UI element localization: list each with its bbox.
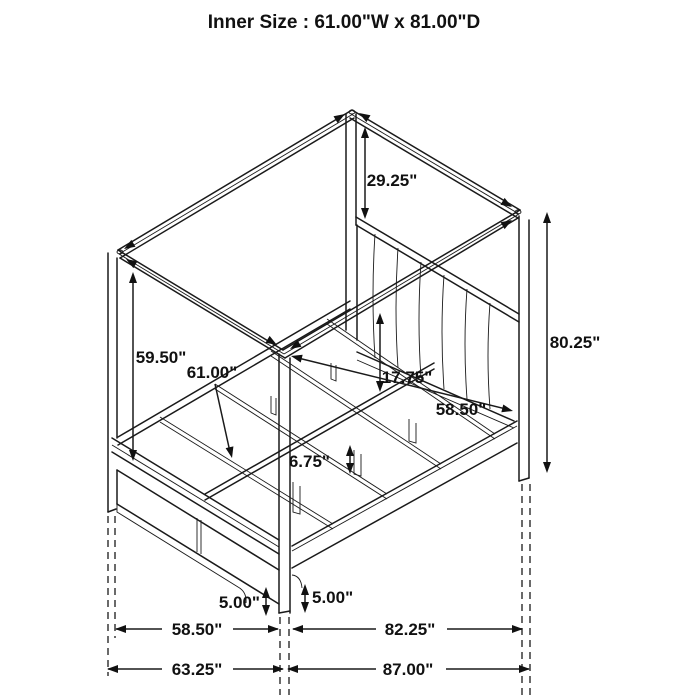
dim-label: 59.50" — [135, 348, 187, 367]
dim-inner-width-leader — [187, 363, 238, 459]
dim-label: 63.25" — [171, 660, 223, 679]
dim-siderail-clearance — [301, 584, 353, 613]
inner-size-title: Inner Size : 61.00"W x 81.00"D — [207, 12, 481, 33]
dim-label: 87.00" — [382, 660, 434, 679]
dim-label: 58.50" — [435, 400, 487, 419]
dim-footboard-inner-width — [115, 620, 279, 639]
bed-base — [118, 301, 517, 588]
canopy-frame — [117, 110, 521, 358]
dim-siderail-length — [292, 620, 523, 639]
dim-label: 58.50" — [171, 620, 223, 639]
dim-label: 82.25" — [384, 620, 436, 639]
inner-size-corner-arrows — [122, 110, 514, 353]
dim-label: 61.00" — [186, 363, 238, 382]
footboard-storage-drawers — [112, 438, 279, 604]
dim-label: 6.75" — [288, 452, 330, 471]
dim-label: 5.00" — [218, 593, 260, 612]
dim-slat-leg-height — [289, 445, 354, 474]
dim-footboard-overall-width — [107, 660, 284, 679]
dim-overall-height — [543, 212, 600, 473]
dim-headboard-above-rail — [376, 313, 432, 392]
dim-label: 29.25" — [366, 171, 418, 190]
dim-footboard-clearance — [219, 587, 270, 616]
dim-label: 80.25" — [549, 333, 601, 352]
siderail-foot-curve — [292, 575, 302, 588]
dim-overall-length — [287, 660, 530, 679]
drawer-foot-curve — [117, 504, 246, 603]
dim-label: 17.75" — [381, 368, 433, 387]
dim-label: 5.00" — [312, 588, 354, 607]
